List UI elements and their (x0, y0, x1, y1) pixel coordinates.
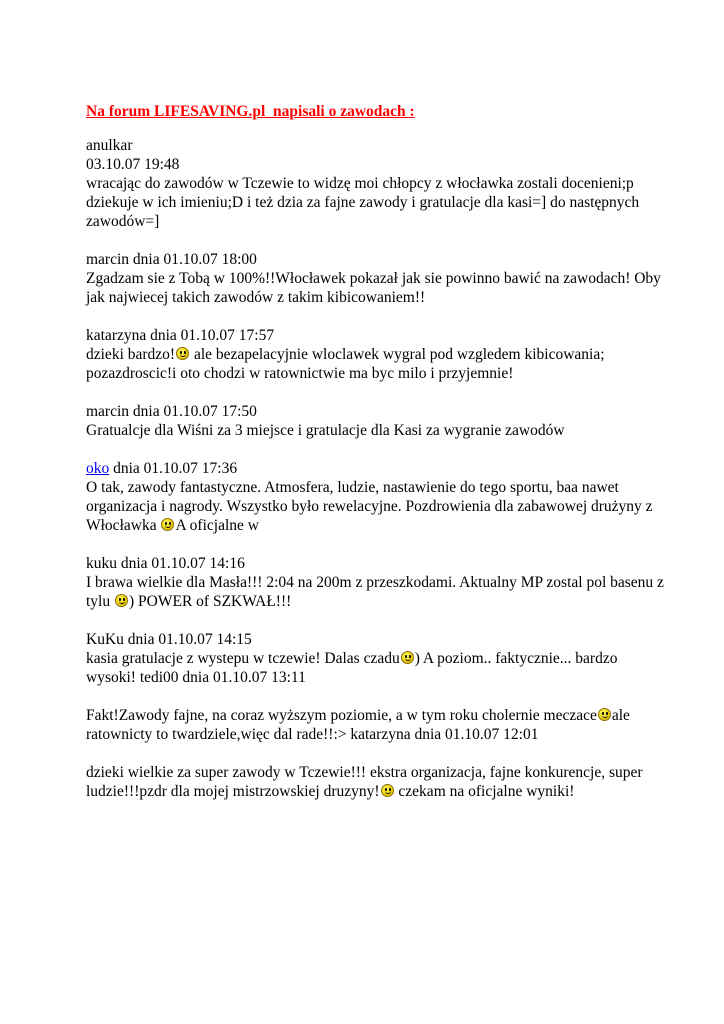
post-text-part: ale (611, 707, 630, 724)
post-text: zawodów=] (86, 213, 160, 230)
post-text: dzieki wielkie za super zawody w Tczewie!!! ekstra organizacja, fajne konkurencje, super (86, 764, 643, 781)
post-text (86, 649, 646, 668)
post-text: Gratualcje dla Wiśni za 3 miejsce i gratulacje dla Kasi za wygranie zawodów (86, 422, 565, 439)
post-author: anulkar (86, 137, 133, 154)
forum-post (86, 250, 661, 307)
post-text: wysoki! tedi00 dnia 01.10.07 13:11 (86, 669, 306, 686)
post-text-part: ) A poziom.. faktycznie... bardzo (414, 650, 618, 667)
post-header: KuKu dnia 01.10.07 14:15 (86, 631, 252, 648)
post-text-part: dzieki bardzo! (86, 346, 176, 363)
post-text: pozazdroscic!i oto chodzi w ratownictwie ma byc milo i przyjemnie! (86, 365, 514, 382)
forum-post (86, 136, 646, 231)
post-text: ratownicty to twardziele,więc dal rade!!:> katarzyna dnia 01.10.07 12:01 (86, 726, 539, 743)
post-header: marcin dnia 01.10.07 18:00 (86, 251, 257, 268)
post-header (86, 459, 646, 478)
post-text (86, 782, 646, 801)
post-text-part: Fakt!Zawody fajne, na coraz wyższym poziomie, a w tym roku cholernie meczace (86, 707, 597, 724)
smiley-icon (115, 594, 128, 607)
forum-post (86, 630, 646, 687)
post-text (86, 516, 646, 535)
post-text: Zgadzam sie z Tobą w 100%!!Włocławek pokazał jak sie powinno bawić na zawodach! Oby (86, 270, 661, 287)
post-text: jak najwiecej takich zawodów z takim kibicowaniem!! (86, 289, 426, 306)
forum-post (86, 402, 646, 440)
post-text (86, 345, 646, 364)
post-header: katarzyna dnia 01.10.07 17:57 (86, 327, 275, 344)
post-text-part: tylu (86, 593, 114, 610)
post-text-part: ludzie!!!pzdr dla mojej mistrzowskiej druzyny! (86, 783, 380, 800)
page-heading: Na forum LIFESAVING.pl napisali o zawodach : (86, 103, 415, 120)
post-text: I brawa wielkie dla Masła!!! 2:04 na 200m z przeszkodami. Aktualny MP zostal pol basenu z (86, 574, 664, 591)
post-text-part: ) POWER of SZKWAŁ!!! (129, 593, 292, 610)
smiley-icon (598, 708, 611, 721)
post-text (86, 706, 646, 725)
smiley-icon (161, 518, 174, 531)
post-header: marcin dnia 01.10.07 17:50 (86, 403, 257, 420)
smiley-icon (381, 784, 394, 797)
forum-post (86, 554, 664, 611)
forum-post (86, 763, 646, 801)
post-header: kuku dnia 01.10.07 14:16 (86, 555, 245, 572)
post-date: dnia 01.10.07 17:36 (109, 460, 238, 477)
post-text: wracając do zawodów w Tczewie to widzę moi chłopcy z włocławka zostali docenieni;p (86, 175, 634, 192)
forum-post (86, 326, 646, 383)
post-text-part: Włocławka (86, 517, 161, 534)
post-text-part: czekam na oficjalne wyniki! (394, 783, 575, 800)
post-text: dziekuje w ich imieniu;D i też dzia za fajne zawody i gratulacje dla kasi=] do następnych (86, 194, 640, 211)
post-text (86, 592, 646, 611)
post-text-part: A oficjalne w (175, 517, 259, 534)
post-date: 03.10.07 19:48 (86, 156, 180, 173)
forum-posts (86, 136, 664, 820)
post-text-part: kasia gratulacje z wystepu w tczewie! Dalas czadu (86, 650, 400, 667)
author-link[interactable]: oko (86, 460, 110, 477)
post-text: organizacja i nagrody. Wszystko było rewelacyjne. Pozdrowienia dla zabawowej drużyny z (86, 498, 653, 515)
post-text: O tak, zawody fantastyczne. Atmosfera, ludzie, nastawienie do tego sportu, baa nawet (86, 479, 619, 496)
forum-post (86, 706, 646, 744)
smiley-icon (401, 651, 414, 664)
forum-post (86, 459, 653, 535)
post-text-part: ale bezapelacyjnie wloclawek wygral pod wzgledem kibicowania; (190, 346, 605, 363)
smiley-icon (176, 347, 189, 360)
